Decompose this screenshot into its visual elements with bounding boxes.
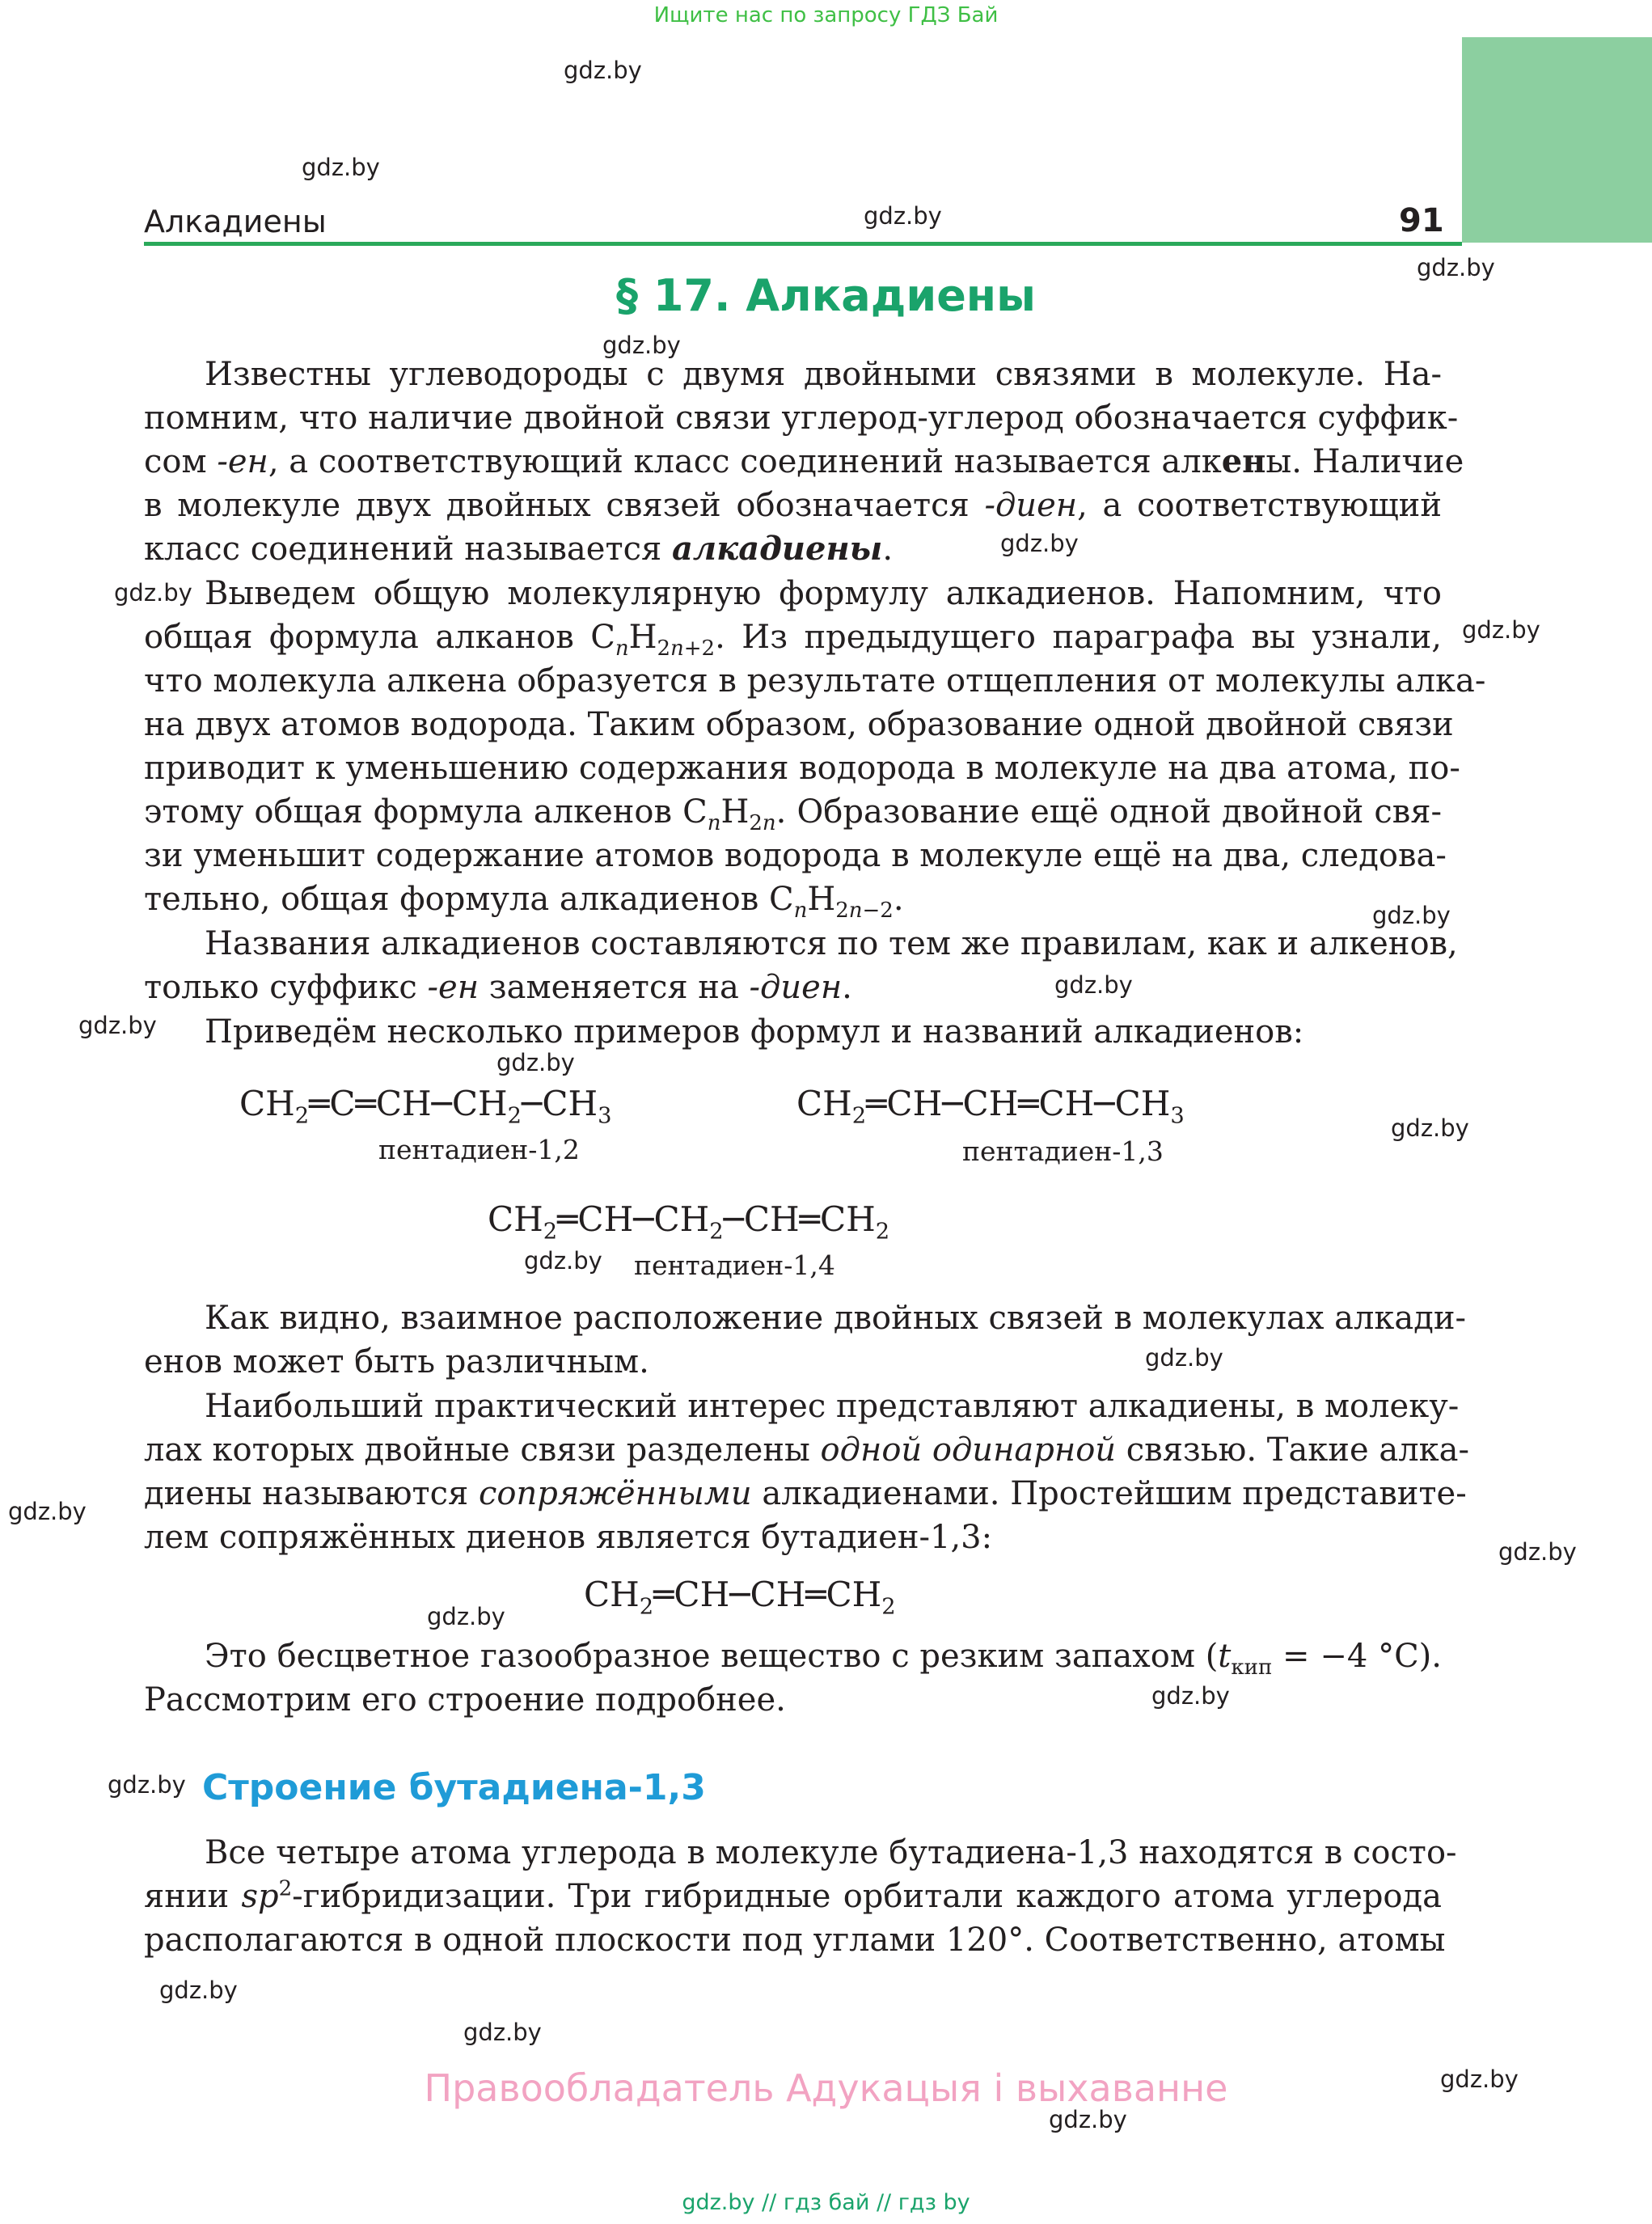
text-line: сом -ен, а соответствующий класс соединений называется алкены. Наличие bbox=[144, 442, 1464, 480]
subsection-title: Строение бутадиена-1,3 bbox=[202, 1767, 706, 1808]
text-line: помним, что наличие двойной связи углерод-углерод обозначается суффик- bbox=[144, 400, 1459, 437]
watermark: gdz.by bbox=[1049, 2106, 1127, 2133]
text-line: в молекуле двух двойных связей обозначается -диен, а соответствующий bbox=[144, 487, 1442, 524]
watermark: gdz.by bbox=[302, 154, 380, 181]
formula-caption: пентадиен-1,2 bbox=[378, 1134, 580, 1165]
watermark: gdz.by bbox=[1498, 1538, 1577, 1566]
watermark: gdz.by bbox=[463, 2019, 542, 2046]
text-line: Наибольший практический интерес представляют алкадиены, в молеку- bbox=[205, 1388, 1460, 1425]
section-title: § 17. Алкадиены bbox=[616, 270, 1036, 321]
formula-pentadiene-1-3: $CH_2═CH─CH═CH─CH_3$ bbox=[796, 1084, 1185, 1129]
watermark: gdz.by bbox=[524, 1247, 602, 1275]
watermark: gdz.by bbox=[159, 1977, 238, 2004]
watermark: gdz.by bbox=[1372, 902, 1451, 929]
watermark: gdz.by bbox=[1440, 2065, 1519, 2093]
text-line: янии $sp^2$-гибридизации. Три гибридные орбитали каждого атома углерода bbox=[144, 1876, 1442, 1915]
text-line: что молекула алкена образуется в результате отщепления от молекулы алка- bbox=[144, 662, 1486, 700]
watermark: gdz.by bbox=[1417, 254, 1495, 281]
top-banner[interactable]: Ищите нас по запросу ГДЗ Бай bbox=[653, 3, 999, 27]
formula-pentadiene-1-2: $CH_2═C═CH─CH_2─CH_3$ bbox=[239, 1084, 612, 1129]
page-number: 91 bbox=[1399, 202, 1444, 239]
formula-caption: пентадиен-1,4 bbox=[634, 1249, 835, 1281]
watermark: gdz.by bbox=[496, 1049, 575, 1076]
copyright-notice: Правообладатель Адукацыя і выхаванне bbox=[424, 2066, 1228, 2110]
text-line: лем сопряжённых диенов является бутадиен-1,3: bbox=[144, 1519, 993, 1556]
watermark: gdz.by bbox=[1054, 971, 1133, 999]
watermark: gdz.by bbox=[864, 202, 942, 230]
watermark: gdz.by bbox=[114, 579, 192, 607]
text-line: на двух атомов водорода. Таким образом, образование одной двойной связи bbox=[144, 706, 1454, 743]
text-line: енов может быть различным. bbox=[144, 1343, 649, 1380]
text-line: Рассмотрим его строение подробнее. bbox=[144, 1681, 786, 1719]
watermark: gdz.by bbox=[1391, 1114, 1469, 1142]
watermark: gdz.by bbox=[427, 1603, 505, 1630]
formula-pentadiene-1-4: $CH_2═CH─CH_2─CH═CH_2$ bbox=[488, 1199, 890, 1245]
text-line: класс соединений называется алкадиены. bbox=[144, 530, 894, 568]
running-title: Алкадиены bbox=[144, 204, 327, 239]
text-line: только суффикс -ен заменяется на -диен. bbox=[144, 969, 852, 1006]
watermark: gdz.by bbox=[108, 1771, 186, 1799]
formula-caption: пентадиен-1,3 bbox=[962, 1135, 1164, 1167]
text-line: этому общая формула алкенов $C_nH_{2n}$. Образование ещё одной двойной свя- bbox=[144, 793, 1442, 835]
footer-links[interactable]: gdz.by // гдз бай // гдз by bbox=[682, 2190, 970, 2215]
watermark: gdz.by bbox=[564, 57, 642, 84]
text-line: Выведем общую молекулярную формулу алкадиенов. Напомним, что bbox=[205, 575, 1442, 612]
side-tab bbox=[1462, 37, 1652, 243]
text-line: Известны углеводороды с двумя двойными связями в молекуле. На- bbox=[205, 356, 1442, 393]
watermark: gdz.by bbox=[78, 1012, 157, 1039]
watermark: gdz.by bbox=[1151, 1682, 1230, 1710]
header-rule bbox=[144, 242, 1462, 246]
text-line: Это бесцветное газообразное вещество с резким запахом ($t_{кип} = -4$ °C). bbox=[205, 1638, 1442, 1680]
text-line: приводит к уменьшению содержания водорода в молекуле на два атома, по- bbox=[144, 750, 1460, 787]
watermark: gdz.by bbox=[1145, 1344, 1223, 1372]
text-line: располагаются в одной плоскости под углами 120°. Соответственно, атомы bbox=[144, 1922, 1446, 1959]
text-line: Как видно, взаимное расположение двойных связей в молекулах алкади- bbox=[205, 1300, 1467, 1337]
watermark: gdz.by bbox=[1000, 530, 1079, 557]
text-line: Названия алкадиенов составляются по тем же правилам, как и алкенов, bbox=[205, 925, 1458, 962]
watermark: gdz.by bbox=[8, 1498, 87, 1525]
text-line: зи уменьшит содержание атомов водорода в молекуле ещё на два, следова- bbox=[144, 837, 1447, 874]
watermark: gdz.by bbox=[1462, 616, 1540, 644]
formula-butadiene-1-3: $CH_2═CH─CH═CH_2$ bbox=[584, 1575, 896, 1620]
text-line: лах которых двойные связи разделены одной одинарной связью. Такие алка- bbox=[144, 1431, 1469, 1469]
text-line: общая формула алканов $C_nH_{2n+2}$. Из предыдущего параграфа вы узнали, bbox=[144, 619, 1443, 661]
text-line: Все четыре атома углерода в молекуле бутадиена-1,3 находятся в состо- bbox=[205, 1834, 1457, 1871]
watermark: gdz.by bbox=[602, 332, 681, 359]
text-line: тельно, общая формула алкадиенов $C_nH_{2n-2}$. bbox=[144, 881, 904, 923]
text-line: Приведём несколько примеров формул и названий алкадиенов: bbox=[205, 1013, 1304, 1051]
text-line: диены называются сопряжёнными алкадиенами. Простейшим представите- bbox=[144, 1475, 1467, 1512]
